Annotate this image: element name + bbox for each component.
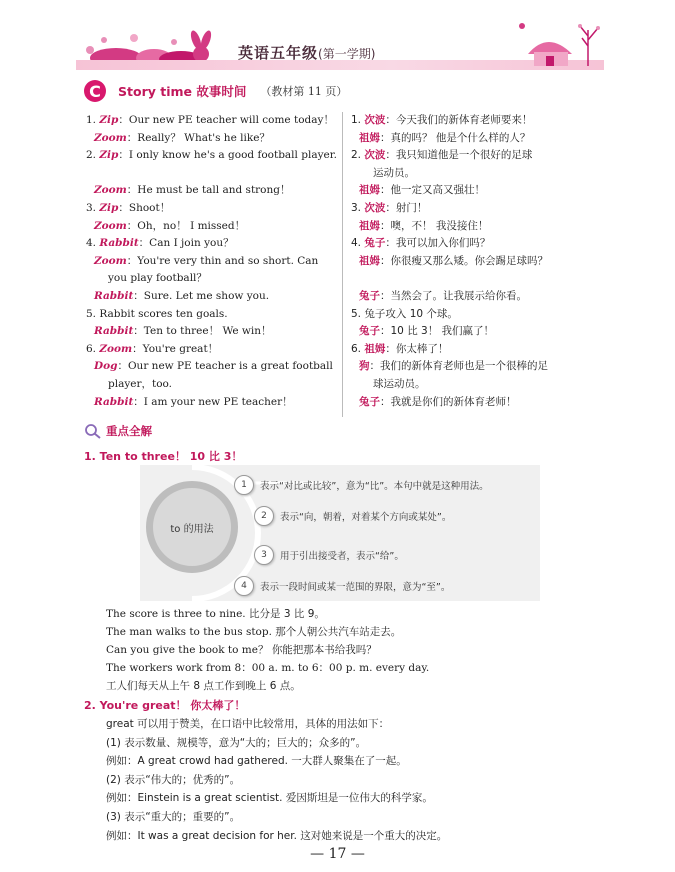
line-number: 6. [351, 342, 362, 355]
story-line [86, 288, 336, 306]
story-line [351, 218, 601, 236]
story-line [86, 147, 336, 165]
speaker-name: 兔子 [359, 289, 380, 302]
story-line [351, 323, 601, 341]
speaker-name: 祖姆 [364, 342, 386, 355]
line-number: 6. [86, 342, 97, 355]
example-zh: 比分是 3 比 9。 [249, 608, 325, 620]
speaker-name: 祖姆 [359, 131, 380, 144]
diagram-node-2: 2 [254, 506, 274, 526]
story-line [86, 358, 336, 376]
line-text: ：我就是你们的新体育老师！ [380, 395, 517, 408]
speaker-name: 次波 [364, 201, 386, 214]
diagram-node-3-text: 用于引出接受者，表示“给”。 [280, 551, 404, 562]
story-line [351, 288, 601, 306]
story-line [86, 235, 336, 253]
line-number: 3. [86, 201, 97, 214]
point2-line: great 可以用于赞美，在口语中比较常用，具体的用法如下： [106, 718, 390, 730]
story-line [351, 253, 601, 271]
line-text: ：Shoot！ [118, 201, 171, 214]
line-number: 3. [351, 201, 362, 214]
story-line [351, 376, 601, 394]
keypoints-header [84, 423, 152, 439]
story-line [86, 394, 336, 412]
line-number: 2. [351, 149, 362, 162]
story-line [351, 165, 601, 183]
story-line [86, 376, 336, 394]
line-text: ：我只知道他是一个很好的足球 [385, 149, 533, 162]
story-chinese-column [351, 112, 601, 411]
example-zh: 那个人朝公共汽车站走去。 [275, 626, 402, 638]
speaker-name: Zoom [99, 342, 133, 355]
speaker-name: Rabbit [94, 395, 134, 408]
speaker-name: Rabbit [99, 237, 139, 250]
diagram-hub: to 的用法 [146, 481, 238, 573]
story-line [86, 165, 336, 183]
section-note: （教材第 11 页） [260, 85, 348, 98]
point2-body [106, 715, 447, 845]
to-usage-diagram [140, 465, 540, 601]
line-text: ：He must be tall and strong！ [126, 184, 291, 197]
point2-line: (1) 表示数量、规模等，意为“大的；巨大的；众多的”。 [106, 736, 367, 749]
speaker-name: Zip [99, 201, 119, 214]
speaker-name: 兔子 [359, 325, 380, 338]
story-line [351, 341, 601, 359]
story-line [86, 218, 336, 236]
story-line [351, 358, 601, 376]
line-number: 1. [351, 114, 362, 126]
example-zh: 工人们每天从上午 8 点工作到晚上 6 点。 [106, 680, 301, 692]
point2-title: 2. You're great！ 你太棒了！ [84, 699, 246, 712]
line-text: ：Sure. Let me show you. [133, 289, 270, 302]
line-text: ：我可以加入你们吗？ [385, 237, 491, 250]
line-text: ：你很瘦又那么矮。你会踢足球吗？ [380, 254, 548, 267]
book-title-sub: (第一学期) [318, 47, 376, 61]
story-line [351, 130, 601, 148]
line-text: ：Our new PE teacher will come today！ [118, 114, 334, 126]
example1-line-3 [106, 641, 377, 659]
speaker-name: 祖姆 [359, 184, 380, 197]
line-text: 球运动员。 [373, 377, 426, 390]
speaker-name: 祖姆 [359, 254, 380, 267]
story-line [86, 323, 336, 341]
speaker-name: 兔子 [364, 237, 386, 250]
page-header [0, 0, 675, 78]
story-line [86, 341, 336, 359]
line-number: 4. [351, 237, 362, 250]
line-text: ：当然会了。让我展示给你看。 [380, 289, 527, 302]
diagram-node-4: 4 [234, 576, 254, 596]
line-number: 1. [86, 114, 97, 126]
story-line [86, 270, 336, 288]
diagram-node-1-text: 表示“对比或比较”，意为“比”。本句中就是这种用法。 [260, 481, 489, 492]
section-title: Story time 故事时间 [118, 84, 247, 99]
story-line [86, 200, 336, 218]
speaker-name: Zip [99, 114, 119, 126]
line-text: ：Really？ What's he like？ [126, 131, 270, 144]
story-line [86, 182, 336, 200]
example1-line-5 [106, 677, 301, 695]
story-line [351, 394, 601, 412]
line-text: you play football？ [108, 272, 207, 285]
speaker-name: 次波 [364, 149, 386, 162]
example-zh: 你能把那本书给我吗？ [271, 644, 377, 656]
line-text: ：I only know he's a good football player. [118, 149, 337, 162]
example-en: The man walks to the bus stop. [106, 626, 272, 638]
book-title-main: 英语五年级 [238, 44, 319, 62]
example1-line-4 [106, 659, 429, 677]
line-text: ：今天我们的新体育老师要来！ [385, 114, 533, 126]
speaker-name: 次波 [364, 114, 386, 126]
point2-line: 例如：It was a great decision for her. 这对她来说是一个重大的决定。 [106, 829, 448, 842]
line-text: 兔子攻入 10 个球。 [364, 307, 458, 320]
keypoints-label: 重点全解 [106, 424, 152, 438]
line-text: ：他一定又高又强壮！ [380, 184, 485, 197]
story-line [351, 112, 601, 130]
line-text: ：Our new PE teacher is a great football [117, 360, 333, 373]
speaker-name: 狗 [359, 360, 370, 373]
column-divider [342, 112, 343, 417]
line-number: 2. [86, 149, 97, 162]
speaker-name: Zoom [94, 131, 127, 144]
story-english-column [86, 112, 336, 411]
story-line [86, 306, 336, 324]
example-en: The score is three to nine. [106, 608, 246, 620]
point1-title: 1. Ten to three！ 10 比 3！ [84, 450, 243, 463]
point2-line: (3) 表示“重大的；重要的”。 [106, 810, 241, 823]
point2-line: 例如：A great crowd had gathered. 一大群人聚集在了一起。 [106, 755, 407, 768]
speaker-name: Rabbit [94, 325, 134, 338]
story-line [351, 235, 601, 253]
line-text: ：射门！ [385, 201, 428, 214]
point2-line: (2) 表示“伟大的；优秀的”。 [106, 773, 241, 786]
speaker-name: 祖姆 [359, 219, 380, 232]
line-text: ：10 比 3！ 我们赢了！ [380, 325, 495, 338]
line-text: ：You're very thin and so short. Can [126, 254, 319, 267]
story-line [351, 200, 601, 218]
line-text: ：I am your new PE teacher！ [133, 395, 293, 408]
section-badge: C [84, 80, 106, 102]
story-line [86, 130, 336, 148]
story-line [86, 112, 336, 130]
page-number: — 17 — [310, 846, 365, 862]
line-text: ：Can I join you？ [138, 237, 234, 250]
line-text: player，too. [108, 377, 173, 390]
line-text: ：我们的新体育老师也是一个很棒的足 [369, 360, 548, 373]
diagram-node-2-text: 表示“向，朝着，对着某个方向或某处”。 [280, 512, 452, 523]
speaker-name: Zoom [94, 254, 127, 267]
example1-line-2 [106, 623, 401, 641]
line-text: ：真的吗？ 他是个什么样的人？ [380, 131, 531, 144]
story-line [351, 270, 601, 288]
example-en: Can you give the book to me？ [106, 644, 269, 656]
house-decoration-icon [508, 16, 604, 68]
line-text: ：Ten to three！ We win！ [133, 325, 272, 338]
section-header [84, 80, 347, 102]
line-number: 5. [86, 307, 97, 320]
magnifier-icon [84, 423, 102, 439]
diagram-node-3: 3 [254, 545, 274, 565]
line-number: 5. [351, 307, 362, 320]
line-text: ：噢，不！ 我没接住！ [380, 219, 489, 232]
point2-line: 例如：Einstein is a great scientist. 爱因斯坦是一位伟大的科学家。 [106, 792, 433, 805]
diagram-node-4-text: 表示一段时间或某一范围的界限，意为“至”。 [260, 582, 451, 593]
speaker-name: Zoom [94, 184, 127, 197]
line-text: ：Oh，no！ I missed！ [126, 219, 246, 232]
story-line [351, 147, 601, 165]
story-line [86, 253, 336, 271]
line-text: Rabbit scores ten goals. [99, 307, 228, 320]
story-line [351, 182, 601, 200]
story-line [351, 306, 601, 324]
line-text: ：You're great！ [132, 342, 219, 355]
speaker-name: 兔子 [359, 395, 380, 408]
book-title [238, 42, 375, 63]
example-en: The workers work from 8：00 a. m. to 6：00 p. m. every day. [106, 662, 430, 674]
line-number: 4. [86, 237, 97, 250]
diagram-node-1: 1 [234, 475, 254, 495]
example1-line-1 [106, 605, 325, 623]
speaker-name: Dog [94, 360, 118, 373]
speaker-name: Rabbit [94, 289, 134, 302]
speaker-name: Zoom [94, 219, 127, 232]
speaker-name: Zip [99, 149, 119, 162]
line-text: ：你太棒了！ [385, 342, 449, 355]
line-text: 运动员。 [373, 166, 415, 179]
